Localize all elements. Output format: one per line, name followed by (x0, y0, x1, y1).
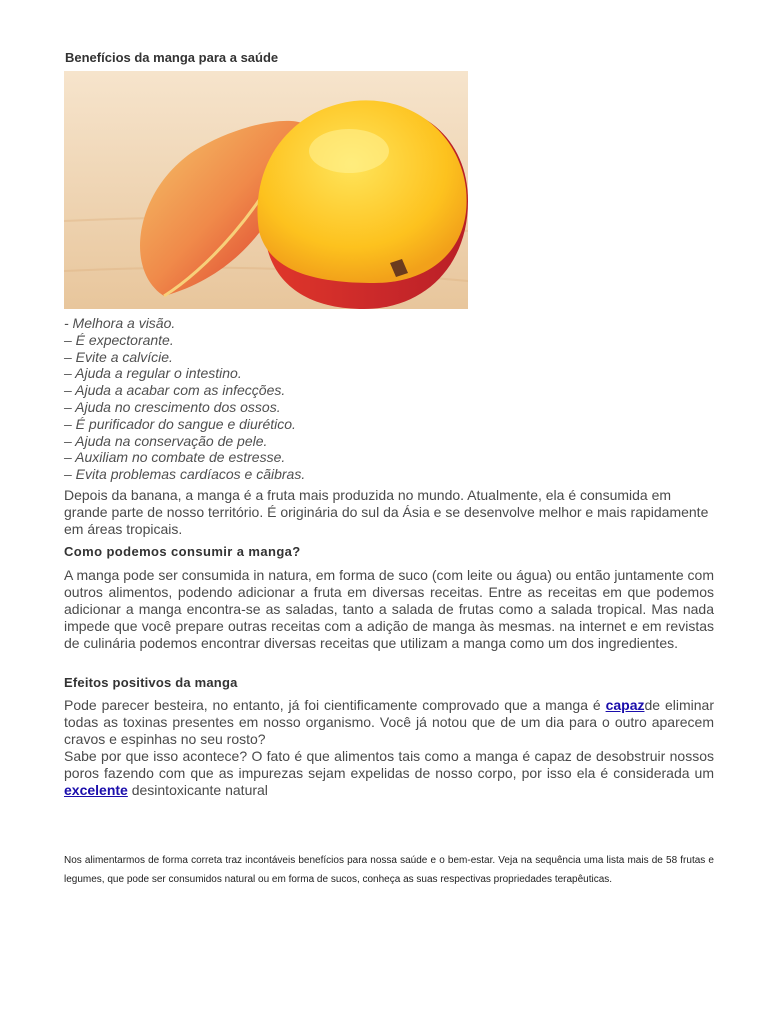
paragraph-consumir: A manga pode ser consumida in natura, em forma de suco (com leite ou água) ou então juntamente com outros alimentos, podendo adicionar a fruta em diversas receitas. Entre as receitas em que podemos adicionar a manga encontra-se as saladas, tanto a salada de frutas como a salada tropical. Mas nada impede que você prepare outras receitas com a adição de manga às mesmas. na internet e em revistas de culinária podemos encontrar diversas receitas que utilizam a manga como um dos ingredientes. (64, 567, 714, 651)
list-item: – É purificador do sangue e diurético. (64, 415, 296, 432)
list-item: – Evite a calvície. (64, 348, 173, 365)
link-capaz[interactable]: capaz (605, 697, 645, 713)
list-item: – Ajuda no crescimento dos ossos. (64, 398, 281, 415)
paragraph-efeitos (64, 697, 714, 799)
footer-paragraph: Nos alimentarmos de forma correta traz incontáveis benefícios para nossa saúde e o bem-estar. Veja na sequência uma lista mais de 58 frutas e legumes, que pode ser consumidos natural ou em forma de sucos, conheça as suas respectivas propriedades terapêuticas. (64, 855, 714, 885)
paragraph-text: Pode parecer besteira, no entanto, já foi cientificamente comprovado que a manga é (64, 697, 606, 713)
list-item: – Evita problemas cardíacos e cãibras. (64, 466, 306, 483)
list-item: - Melhora a visão. (64, 315, 176, 331)
intro-paragraph: Depois da banana, a manga é a fruta mais produzida no mundo. Atualmente, ela é consumida em grande parte de nosso território. É originária do sul da Ásia e se desenvolve melhor e mais rapidamente em áreas tropicais. (64, 487, 709, 537)
page-title: Benefícios da manga para a saúde (65, 50, 279, 65)
mango-photo (64, 71, 468, 309)
benefits-list (64, 315, 305, 483)
heading-efeitos: Efeitos positivos da manga (64, 675, 238, 690)
list-item: – Ajuda a acabar com as infecções. (64, 382, 286, 399)
paragraph-text: Sabe por que isso acontece? O fato é que alimentos tais como a manga é capaz de desobstruir nossos poros fazendo com que as impurezas sejam expelidas de nosso corpo, por isso ela é considerada um (64, 748, 714, 781)
heading-consumir: Como podemos consumir a manga? (64, 544, 301, 559)
list-item: – Ajuda na conservação de pele. (64, 432, 268, 449)
list-item: – Auxiliam no combate de estresse. (64, 449, 286, 466)
list-item: – É expectorante. (64, 331, 174, 348)
mango-illustration (64, 71, 468, 309)
paragraph-text: desintoxicante natural (127, 782, 268, 798)
link-excelente[interactable]: excelente (64, 782, 128, 798)
paragraph-text: de eliminar todas as toxinas presentes em nosso organismo. Você já notou que de um dia para o outro aparecem cravos e espinhas no seu rosto? (64, 697, 714, 747)
list-item: – Ajuda a regular o intestino. (64, 365, 242, 382)
